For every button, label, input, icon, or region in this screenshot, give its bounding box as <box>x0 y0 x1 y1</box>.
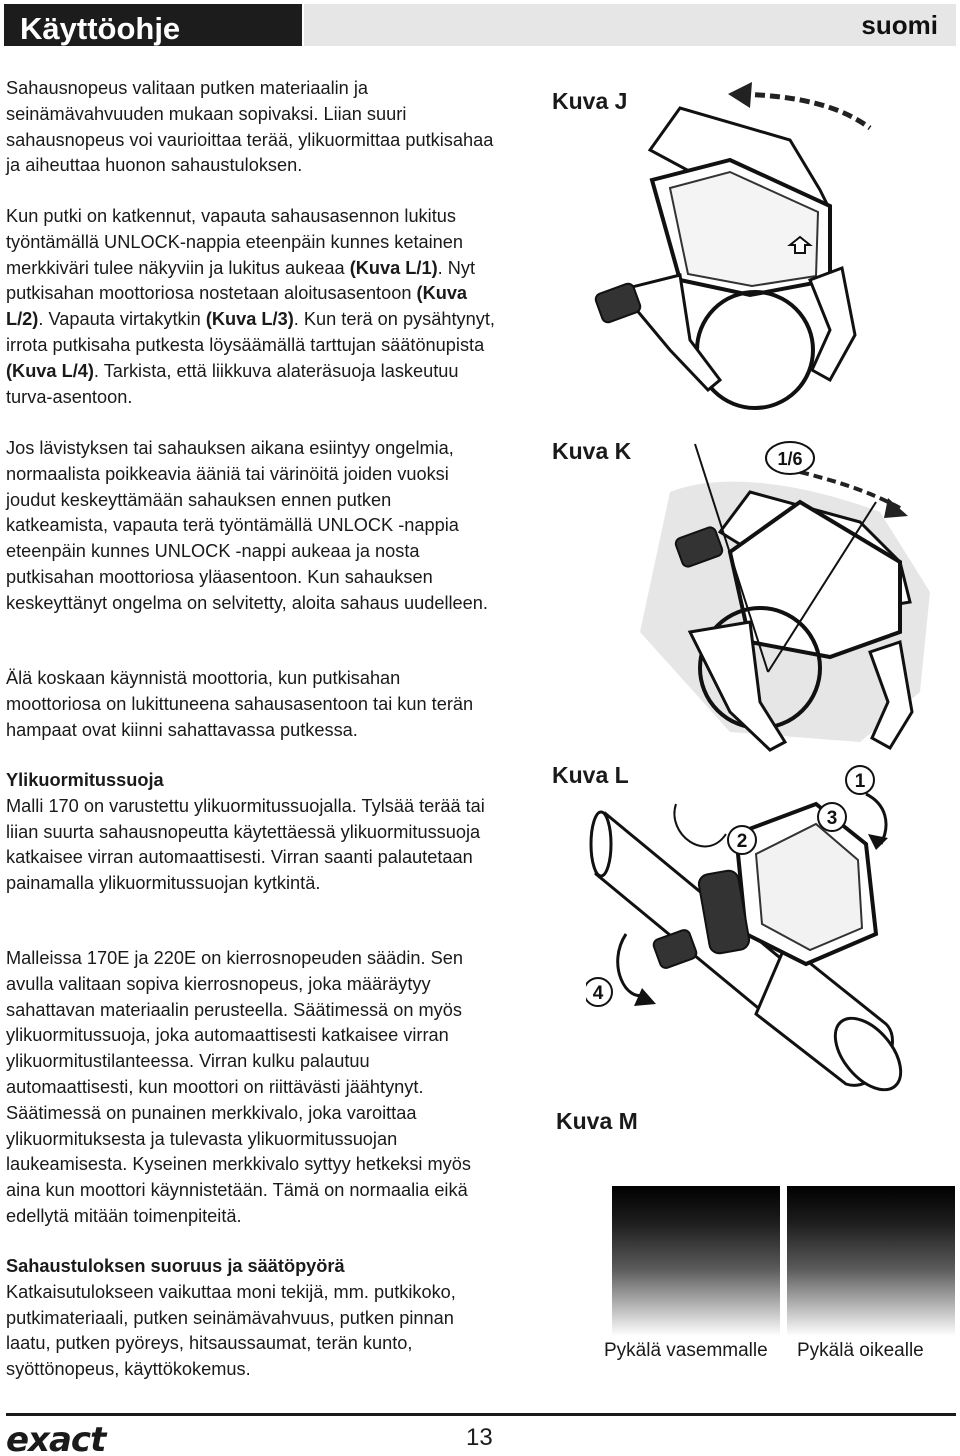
figure-m-caption-left: Pykälä vasemmalle <box>604 1340 768 1361</box>
figure-reference: (Kuva L/2) <box>6 283 468 330</box>
paragraph-saw-speed: Sahausnopeus valitaan putken materiaalin ja seinämävahvuuden mukaan sopivaksi. Liian suuri sahausnopeus voi vaurioittaa terää, ylikuormittaa putkisahaa ja aiheuttaa huonon sahaustuloksen. <box>6 78 494 176</box>
text-segment: Kun putki on katkennut, vapauta sahausasennon lukitus työntämällä UNLOCK-nappia eteenpäin kunnes ketainen merkkiväri tulee näkyviin ja lukitus aukeaa <box>6 206 463 278</box>
figure-j-illustration <box>580 80 880 410</box>
footer-divider <box>6 1413 956 1416</box>
paragraph-speed-controller: Malleissa 170E ja 220E on kierrosnopeuden säädin. Sen avulla valitaan sopiva kierrosnopeus, joka määräytyy sahattavan materiaalin perusteella. Säätimessä on myös ylikuormitussuoja, joka automaattisesti katkaisee virran ylikuormitustilanteessa. Virran kulku palautuu automaattisesti, kun moottori on riittävästi jäähtynyt. Säätimessä on punainen merkkivalo, joka varoittaa ylikuormituksesta ja tulevasta ylikuormitussuojan laukeamisesta. Kyseinen merkkivalo syttyy hetkeksi myös aina kun moottori käynnistetään. Tämä on normaalia eikä edellytä mitään toimenpiteitä. <box>6 948 471 1226</box>
section-body: Katkaisutulokseen vaikuttaa moni tekijä, mm. putkikoko, putkimateriaali, putken seinämävahvuus, putken pinnan laatu, putken pyöreys, hitsaussaumat, terän kunto, syöttönopeus, käyttökokemus. <box>6 1281 456 1380</box>
brand-logo: exact <box>6 1420 106 1456</box>
figure-reference: (Kuva L/1) <box>349 257 438 278</box>
page-number: 13 <box>466 1424 493 1451</box>
figure-reference: (Kuva L/4) <box>6 360 94 381</box>
figure-m-left-swatch <box>612 1186 780 1336</box>
section-overload-protection <box>6 768 498 897</box>
section-heading: Ylikuormitussuoja <box>6 770 164 790</box>
header-language-bar <box>304 4 956 46</box>
page-title: Käyttöohje <box>20 11 181 46</box>
figure-l-step-2: 2 <box>736 831 748 852</box>
paragraph-motor-warning: Älä koskaan käynnistä moottoria, kun putkisahan moottoriosa on lukittuneena sahausasentoon tai kun terän hampaat ovat kiinni sahattavassa putkessa. <box>6 668 474 740</box>
figure-l-step-3: 3 <box>826 808 838 829</box>
figure-reference: (Kuva L/3) <box>205 309 294 330</box>
figure-l-step-4: 4 <box>592 983 604 1004</box>
paragraph-unlock-procedure <box>6 204 498 410</box>
text-segment: . Kun terä on pysähtynyt, irrota putkisaha putkesta löysäämällä tarttujan säätönupista <box>6 309 495 355</box>
figure-m-label: Kuva M <box>556 1108 638 1134</box>
figure-k-label: Kuva K <box>552 438 632 464</box>
figure-k-illustration <box>600 432 950 762</box>
figure-l-label: Kuva L <box>552 762 629 788</box>
text-segment: . Tarkista, että liikkuva alateräsuoja laskeutuu turva-asentoon. <box>6 360 459 407</box>
figure-l-illustration <box>586 764 946 1114</box>
paragraph-problem-handling: Jos lävistyksen tai sahauksen aikana esiintyy ongelmia, normaalista poikkeavia ääniä tai värinöitä joiden vuoksi joudut keskeyttämään sahauksen ennen putken katkeamista, vapauta terä työntämällä UNLOCK -nappia eteenpäin kunnes UNLOCK -nappi aukeaa ja nosta putkisahan moottoriosa yläasentoon. Kun sahauksen keskeyttänyt ongelma on selvitetty, aloita sahaus uudelleen. <box>6 438 488 613</box>
section-cut-straightness <box>6 1254 498 1383</box>
language-label: suomi <box>861 10 938 40</box>
figure-k-fraction: 1/6 <box>777 449 803 469</box>
text-segment: . Nyt putkisahan moottoriosa nostetaan aloitusasentoon <box>6 257 476 304</box>
figure-m-caption-right: Pykälä oikealle <box>797 1340 924 1361</box>
header-title-bar <box>4 4 302 46</box>
text-segment: . Vapauta virtakytkin <box>38 309 206 330</box>
section-heading: Sahaustuloksen suoruus ja säätöpyörä <box>6 1256 345 1276</box>
figure-j-label: Kuva J <box>552 88 628 114</box>
figure-m-right-swatch <box>787 1186 955 1336</box>
section-body: Malli 170 on varustettu ylikuormitussuojalla. Tylsää terää tai liian suurta sahausnopeutta käytettäessä ylikuormitussuoja katkaisee virran automaattisesti. Virran saanti palautetaan painamalla ylikuormitussuojan kytkintä. <box>6 795 485 894</box>
figure-l-step-1: 1 <box>854 771 866 792</box>
